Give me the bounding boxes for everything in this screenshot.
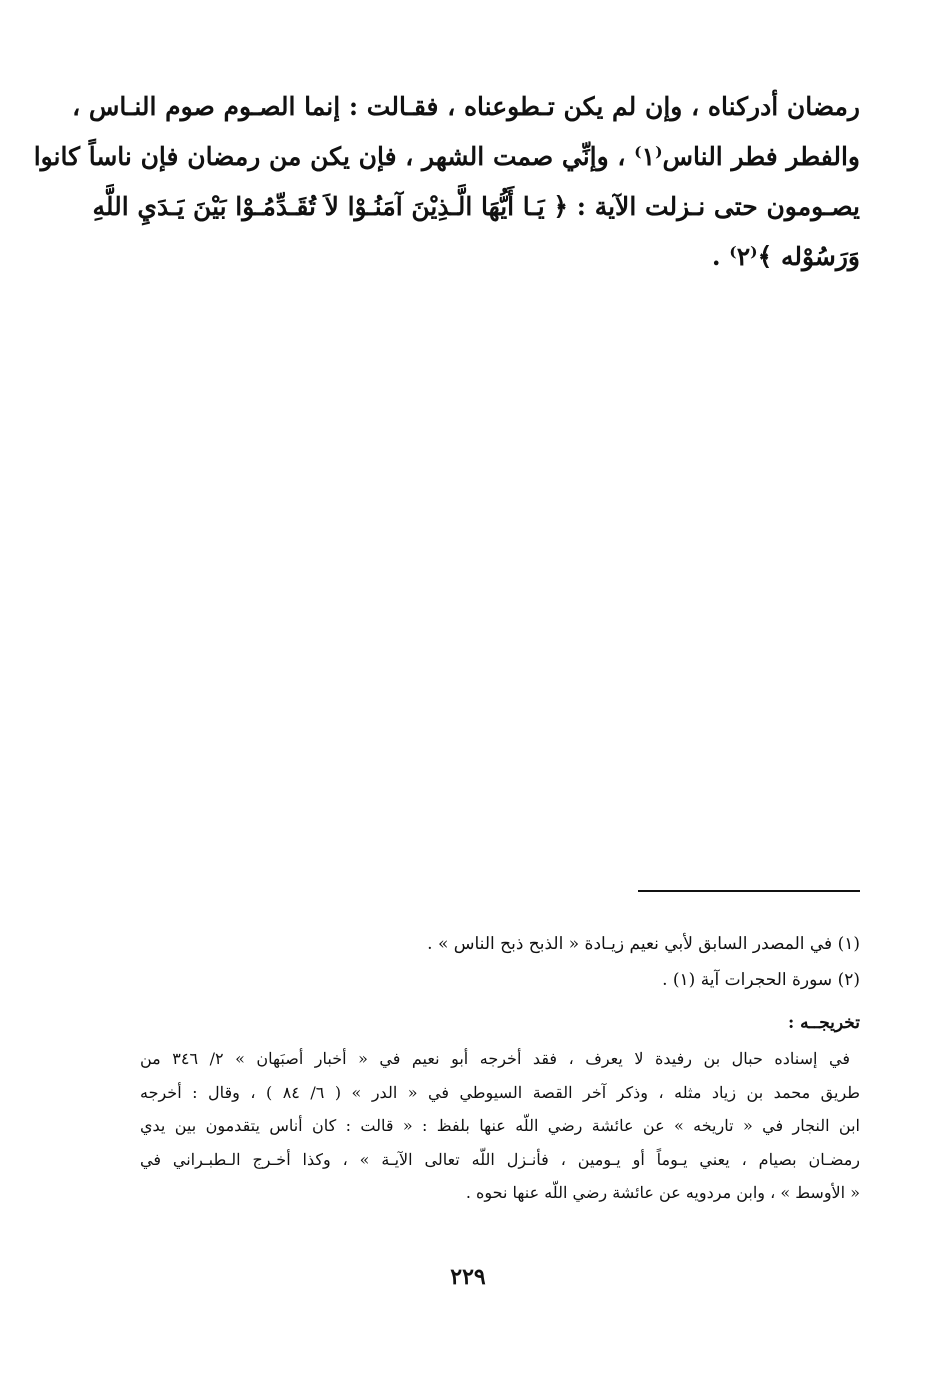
main-text-block: [33, 82, 860, 282]
page-number: ٢٢٩: [450, 1264, 486, 1290]
main-text-line: رمضان أدركناه ، وإن لم يكن تـطوعناه ، فقـالت : إنما الصـوم صوم النـاس ،: [72, 92, 860, 121]
footnote-item: (٢) سورة الحجرات آية (١) .: [662, 970, 860, 990]
main-text-line: والفطر فطر الناس⁽١⁾ ، وإنِّي صمت الشهر ، فإن يكن من رمضان فإن ناساً كانوا: [33, 142, 860, 171]
main-text-line: وَرَسُوْله ﴾⁽٢⁾ .: [711, 242, 860, 271]
takhrij-heading: تخريجــه :: [787, 1013, 860, 1033]
takhrij-line: ابن النجار في « تاريخه » عن عائشة رضي اللّه عنها بلفظ : « قالت : كان أناس يتقدمون بين يدي: [140, 1116, 860, 1135]
footnote-divider: [638, 890, 860, 892]
main-text-line: يصـومون حتى نـزلت الآية : ﴿ يَـا أَيُّهَا الَّـذِيْنَ آمَنُـوْا لاَ تُقَـدِّمُـوْا بَيْنَ يَـدَيِ اللَّهِ: [92, 192, 860, 221]
takhrij-line: طريق محمد بن زياد مثله ، وذكر آخر القصة السيوطي في « الدر » ( ٦/ ٨٤ ) ، وقال : أخرجه: [140, 1082, 861, 1102]
footnotes-block: [140, 926, 860, 998]
footnote-item: (١) في المصدر السابق لأبي نعيم زيـادة « الذبح ذبح الناس » .: [427, 934, 860, 954]
takhrij-line: « الأوسط » ، وابن مردويه عن عائشة رضي اللّه عنها نحوه .: [465, 1183, 860, 1202]
takhrij-line: في إسناده حبال بن رفيدة لا يعرف ، فقد أخرجه أبو نعيم في « أخبار أصبَهان » ٢/ ٣٤٦ من: [140, 1049, 850, 1068]
takhrij-line: رمضـان بصيام ، يعني يـوماً أو يـومين ، فأنـزل اللّه تعالى الآيـة » ، وكذا أخـرج الـطبـراني في: [140, 1149, 860, 1169]
takhrij-text-block: [140, 1042, 860, 1210]
